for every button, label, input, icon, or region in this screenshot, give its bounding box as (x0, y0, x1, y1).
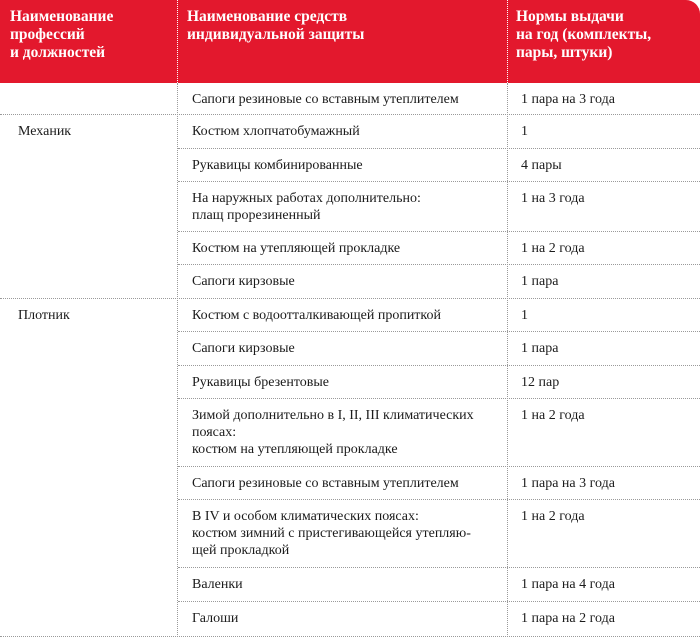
ppe-item-cell: Сапоги резиновые со вставным утеплителем (192, 476, 459, 491)
table-row (0, 399, 700, 467)
norm-cell: 4 пары (521, 158, 562, 173)
norm-cell: 1 на 3 года (521, 191, 585, 206)
norm-cell: 1 на 2 года (521, 509, 585, 524)
norm-cell: 12 пар (521, 375, 560, 390)
table-row (0, 232, 700, 265)
ppe-item-cell: Галоши (192, 611, 239, 626)
ppe-item-cell: Сапоги резиновые со вставным утеплителем (192, 92, 459, 107)
norm-cell: 1 на 2 года (521, 408, 585, 423)
profession-cell: Плотник (18, 308, 70, 323)
ppe-item-cell: В IV и особом климатических поясах: костюм зимний с пристегивающейся утепляю- щей прокладкой (192, 509, 471, 558)
norm-cell: 1 на 2 года (521, 241, 585, 256)
norm-cell: 1 пара на 3 года (521, 476, 615, 491)
table-row (0, 182, 700, 232)
ppe-item-cell: Костюм хлопчатобумажный (192, 124, 360, 139)
ppe-item-cell: Костюм на утепляющей прокладке (192, 241, 401, 256)
norm-cell: 1 пара (521, 274, 559, 289)
ppe-item-cell: На наружных работах дополнительно: плащ прорезиненный (192, 191, 421, 223)
table-row (0, 299, 700, 332)
table-row (0, 149, 700, 182)
table-row (0, 332, 700, 366)
header-norm: Нормы выдачи на год (комплекты, пары, штуки) (516, 8, 652, 61)
table-row (0, 265, 700, 299)
norm-cell: 1 пара на 2 года (521, 611, 615, 626)
norm-cell: 1 пара на 4 года (521, 577, 615, 592)
table-header (0, 0, 700, 83)
ppe-item-cell: Сапоги кирзовые (192, 274, 295, 289)
table-row (0, 467, 700, 500)
ppe-item-cell: Костюм с водоотталкивающей пропиткой (192, 308, 442, 323)
table-row (0, 115, 700, 149)
ppe-item-cell: Рукавицы брезентовые (192, 375, 329, 390)
norm-cell: 1 (521, 124, 528, 139)
profession-cell: Механик (18, 124, 72, 139)
table-row (0, 568, 700, 602)
norm-cell: 1 пара (521, 341, 559, 356)
table-row (0, 500, 700, 568)
ppe-item-cell: Зимой дополнительно в I, II, III климатических поясах: костюм на утепляющей прокладке (192, 408, 474, 457)
table-row (0, 83, 700, 115)
table-row (0, 366, 700, 399)
header-divider (507, 0, 508, 83)
table-body (0, 83, 700, 637)
ppe-item-cell: Валенки (192, 577, 243, 592)
header-profession: Наименование профессий и должностей (10, 8, 114, 61)
header-ppe-item: Наименование средств индивидуальной защиты (187, 8, 365, 43)
norm-cell: 1 (521, 308, 528, 323)
ppe-item-cell: Сапоги кирзовые (192, 341, 295, 356)
header-divider (177, 0, 178, 83)
norm-cell: 1 пара на 3 года (521, 92, 615, 107)
ppe-item-cell: Рукавицы комбинированные (192, 158, 363, 173)
table-row (0, 602, 700, 637)
